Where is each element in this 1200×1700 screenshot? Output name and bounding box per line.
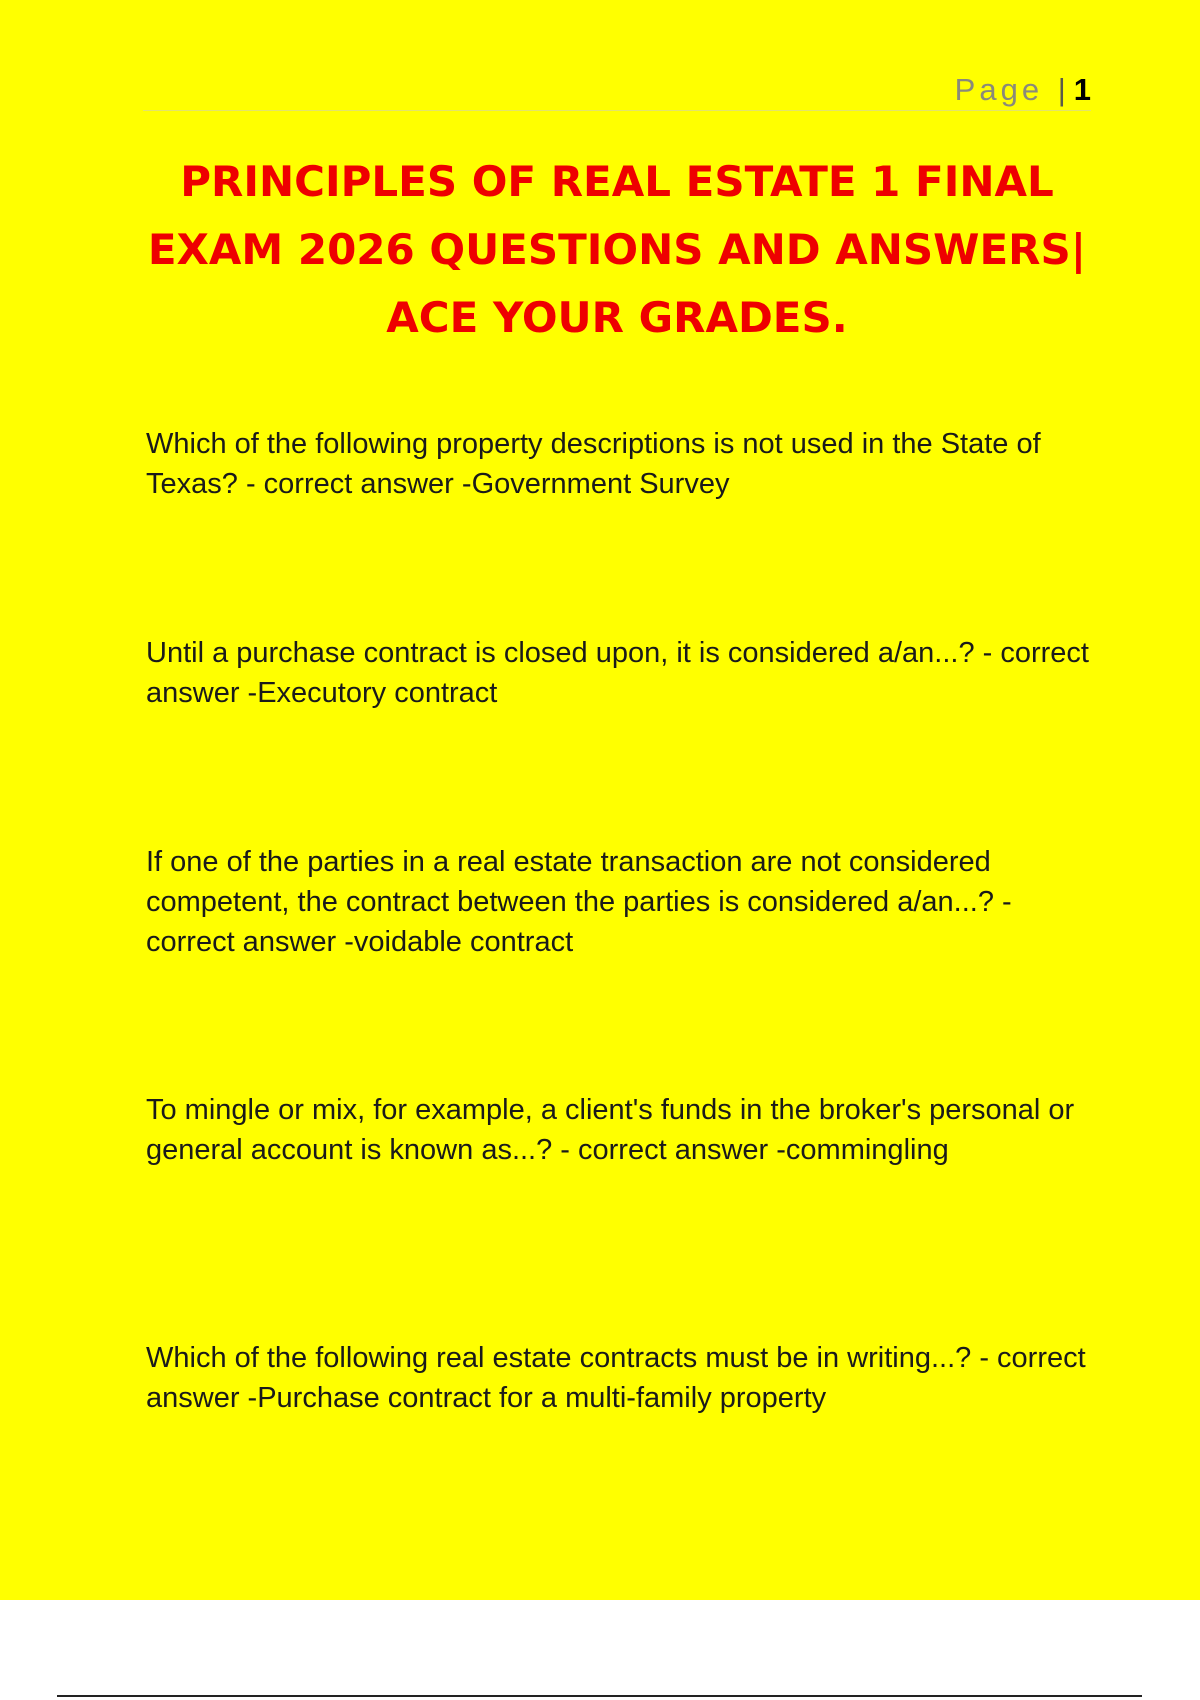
answer-prefix: - correct answer -	[237, 468, 472, 500]
answer-prefix: - correct answer -	[146, 1342, 1086, 1414]
question-text: To mingle or mix, for example, a client's funds in the broker's personal or general account is known as...?	[146, 1094, 1075, 1166]
question-text: Which of the following property descriptions is not used in the State of Texas?	[146, 428, 1041, 500]
answer-prefix: - correct answer -	[146, 637, 1089, 709]
qa-item-4	[146, 1090, 1091, 1170]
footer-divider	[57, 1695, 1142, 1697]
answer-text: Government Survey	[471, 468, 730, 500]
qa-item-3	[146, 842, 1091, 962]
question-text: Which of the following real estate contracts must be in writing...?	[146, 1342, 972, 1374]
qa-item-1	[146, 424, 1091, 504]
answer-prefix: - correct answer -	[552, 1134, 786, 1166]
answer-text: voidable contract	[353, 926, 574, 958]
question-text: If one of the parties in a real estate transaction are not considered competent, the contract between the parties is considered a/an...?	[146, 846, 994, 918]
page-header	[143, 70, 1091, 111]
qa-item-5	[146, 1338, 1091, 1418]
page-number: 1	[1073, 72, 1091, 107]
answer-text: Executory contract	[257, 677, 498, 709]
answer-text: Purchase contract for a multi-family property	[257, 1382, 827, 1414]
page-separator: |	[1057, 72, 1066, 107]
document-title: PRINCIPLES OF REAL ESTATE 1 FINAL EXAM 2026 QUESTIONS AND ANSWERS| ACE YOUR GRADES.	[147, 157, 1087, 342]
question-text: Until a purchase contract is closed upon, it is considered a/an...?	[146, 637, 975, 669]
qa-item-2	[146, 633, 1091, 713]
page-label: Page	[954, 72, 1044, 107]
answer-text: commingling	[785, 1134, 949, 1166]
answer-prefix: - correct answer -	[146, 886, 1012, 958]
